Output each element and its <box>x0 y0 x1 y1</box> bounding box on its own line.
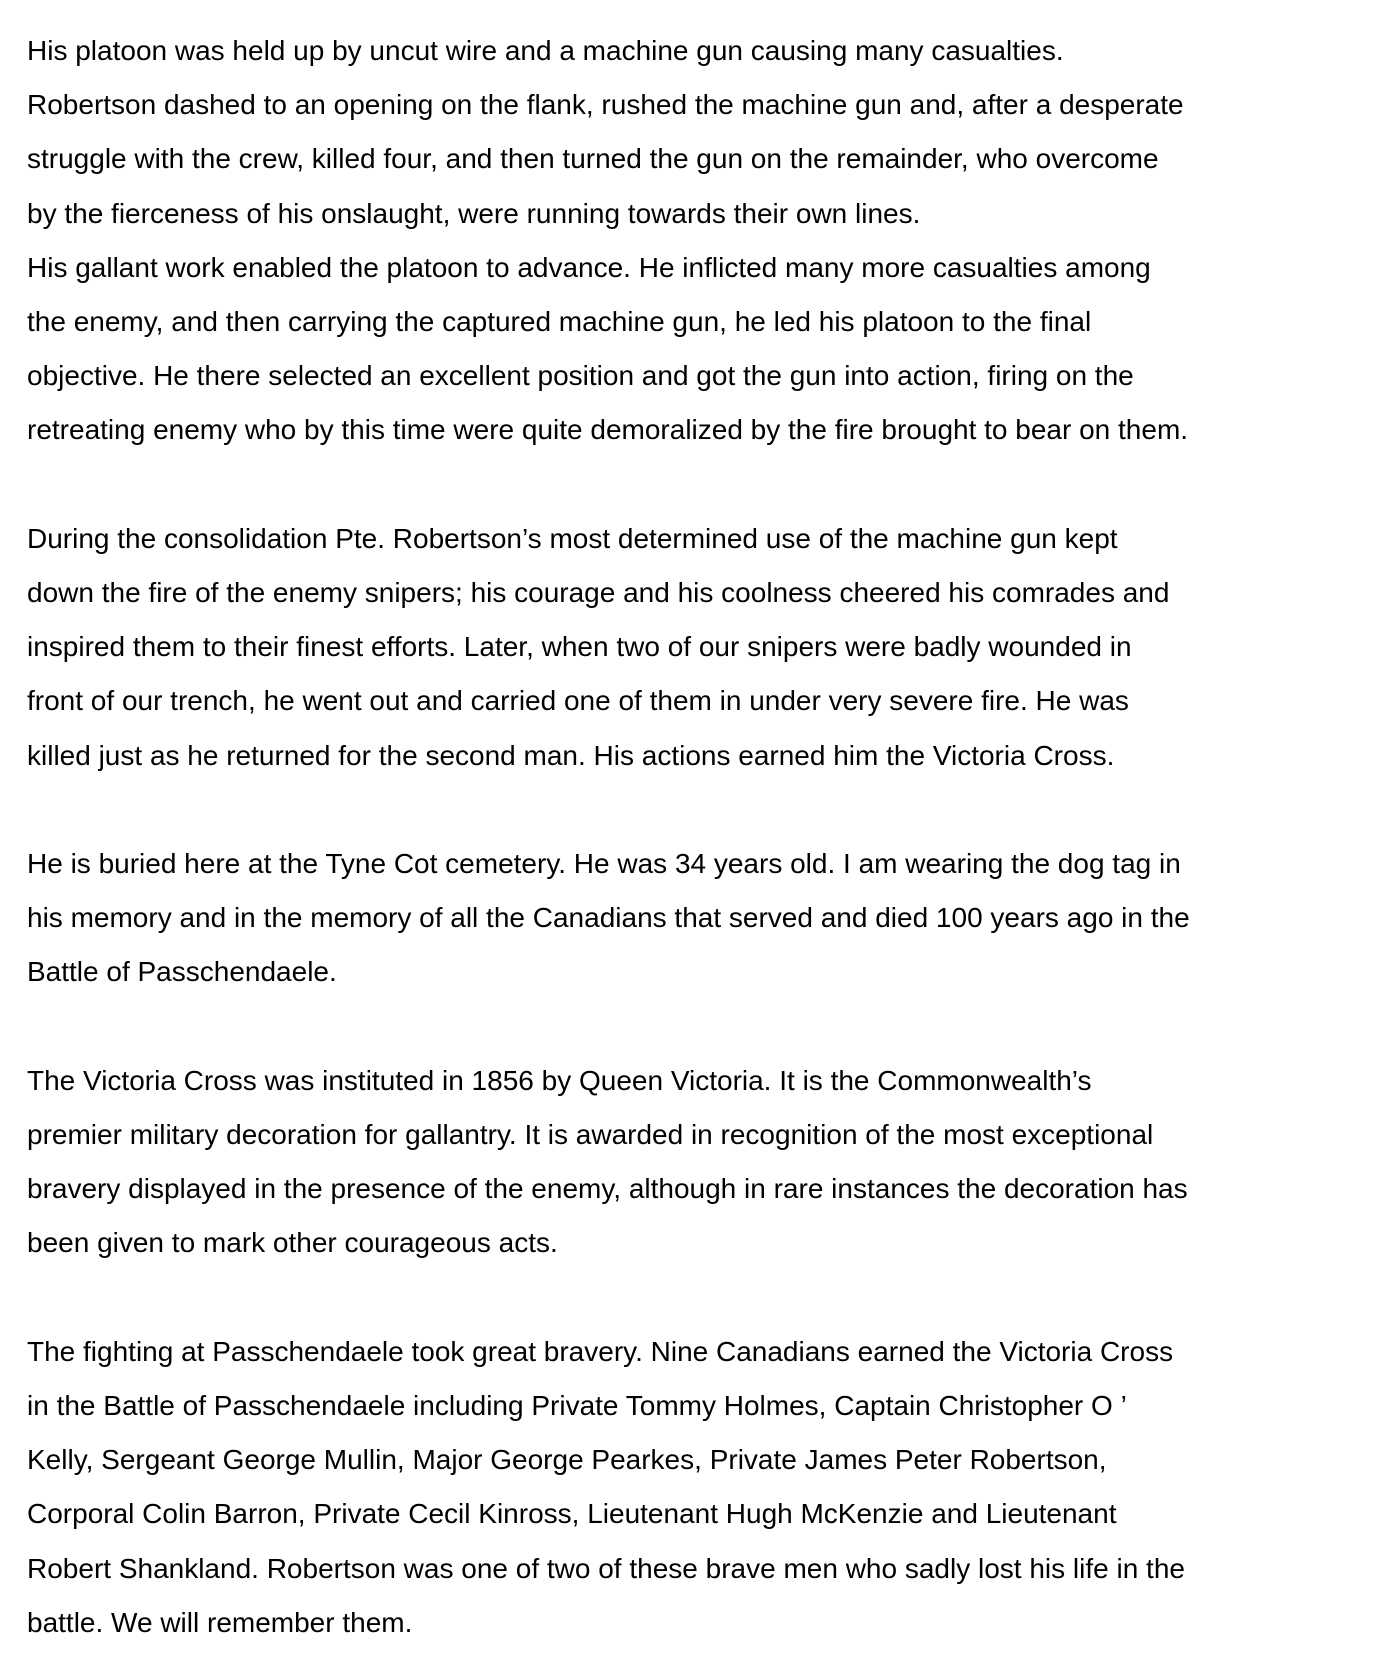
text-line: in the Battle of Passchendaele including Private Tommy Holmes, Captain Christopher O ’ <box>27 1390 1127 1422</box>
text-line: Corporal Colin Barron, Private Cecil Kinross, Lieutenant Hugh McKenzie and Lieutenant <box>27 1498 1117 1530</box>
paragraph-burial <box>27 837 1369 1000</box>
text-line: battle. We will remember them. <box>27 1606 413 1638</box>
text-line: inspired them to their finest efforts. Later, when two of our snipers were badly wounded in <box>27 631 1132 663</box>
text-line: Robert Shankland. Robertson was one of two of these brave men who sadly lost his life in the <box>27 1552 1185 1584</box>
paragraph-consolidation <box>27 512 1369 783</box>
text-line: Battle of Passchendaele. <box>27 956 337 988</box>
text-line: struggle with the crew, killed four, and then turned the gun on the remainder, who overcome <box>27 143 1159 175</box>
text-line: The Victoria Cross was instituted in 1856 by Queen Victoria. It is the Commonwealth’s <box>27 1064 1092 1096</box>
text-line: premier military decoration for gallantry. It is awarded in recognition of the most exceptional <box>27 1119 1154 1151</box>
paragraph-robertson-assault <box>27 24 1369 458</box>
text-line: the enemy, and then carrying the captured machine gun, he led his platoon to the final <box>27 306 1092 338</box>
text-line: He is buried here at the Tyne Cot cemetery. He was 34 years old. I am wearing the dog tag in <box>27 848 1181 880</box>
text-line: bravery displayed in the presence of the enemy, although in rare instances the decoration has <box>27 1173 1188 1205</box>
text-line: front of our trench, he went out and carried one of them in under very severe fire. He was <box>27 685 1129 717</box>
paragraph-nine-canadians <box>27 1325 1369 1650</box>
text-line: During the consolidation Pte. Robertson’s most determined use of the machine gun kept <box>27 522 1118 554</box>
text-line: His platoon was held up by uncut wire and a machine gun causing many casualties. <box>27 35 1064 66</box>
text-line: objective. He there selected an excellent position and got the gun into action, firing on the <box>27 360 1134 392</box>
text-line: His gallant work enabled the platoon to advance. He inflicted many more casualties among <box>27 251 1151 283</box>
text-line: Robertson dashed to an opening on the flank, rushed the machine gun and, after a desperate <box>27 89 1184 121</box>
text-line: by the fierceness of his onslaught, were running towards their own lines. <box>27 197 921 229</box>
paragraph-victoria-cross-history <box>27 1054 1369 1271</box>
text-line: Kelly, Sergeant George Mullin, Major George Pearkes, Private James Peter Robertson, <box>27 1444 1107 1476</box>
text-line: his memory and in the memory of all the Canadians that served and died 100 years ago in the <box>27 902 1190 934</box>
text-line: down the fire of the enemy snipers; his courage and his coolness cheered his comrades and <box>27 577 1170 609</box>
text-line: The fighting at Passchendaele took great bravery. Nine Canadians earned the Victoria Cross <box>27 1335 1174 1367</box>
text-line: retreating enemy who by this time were quite demoralized by the fire brought to bear on them. <box>27 414 1189 446</box>
text-line: been given to mark other courageous acts. <box>27 1227 558 1259</box>
text-line: killed just as he returned for the second man. His actions earned him the Victoria Cross. <box>27 739 1115 771</box>
